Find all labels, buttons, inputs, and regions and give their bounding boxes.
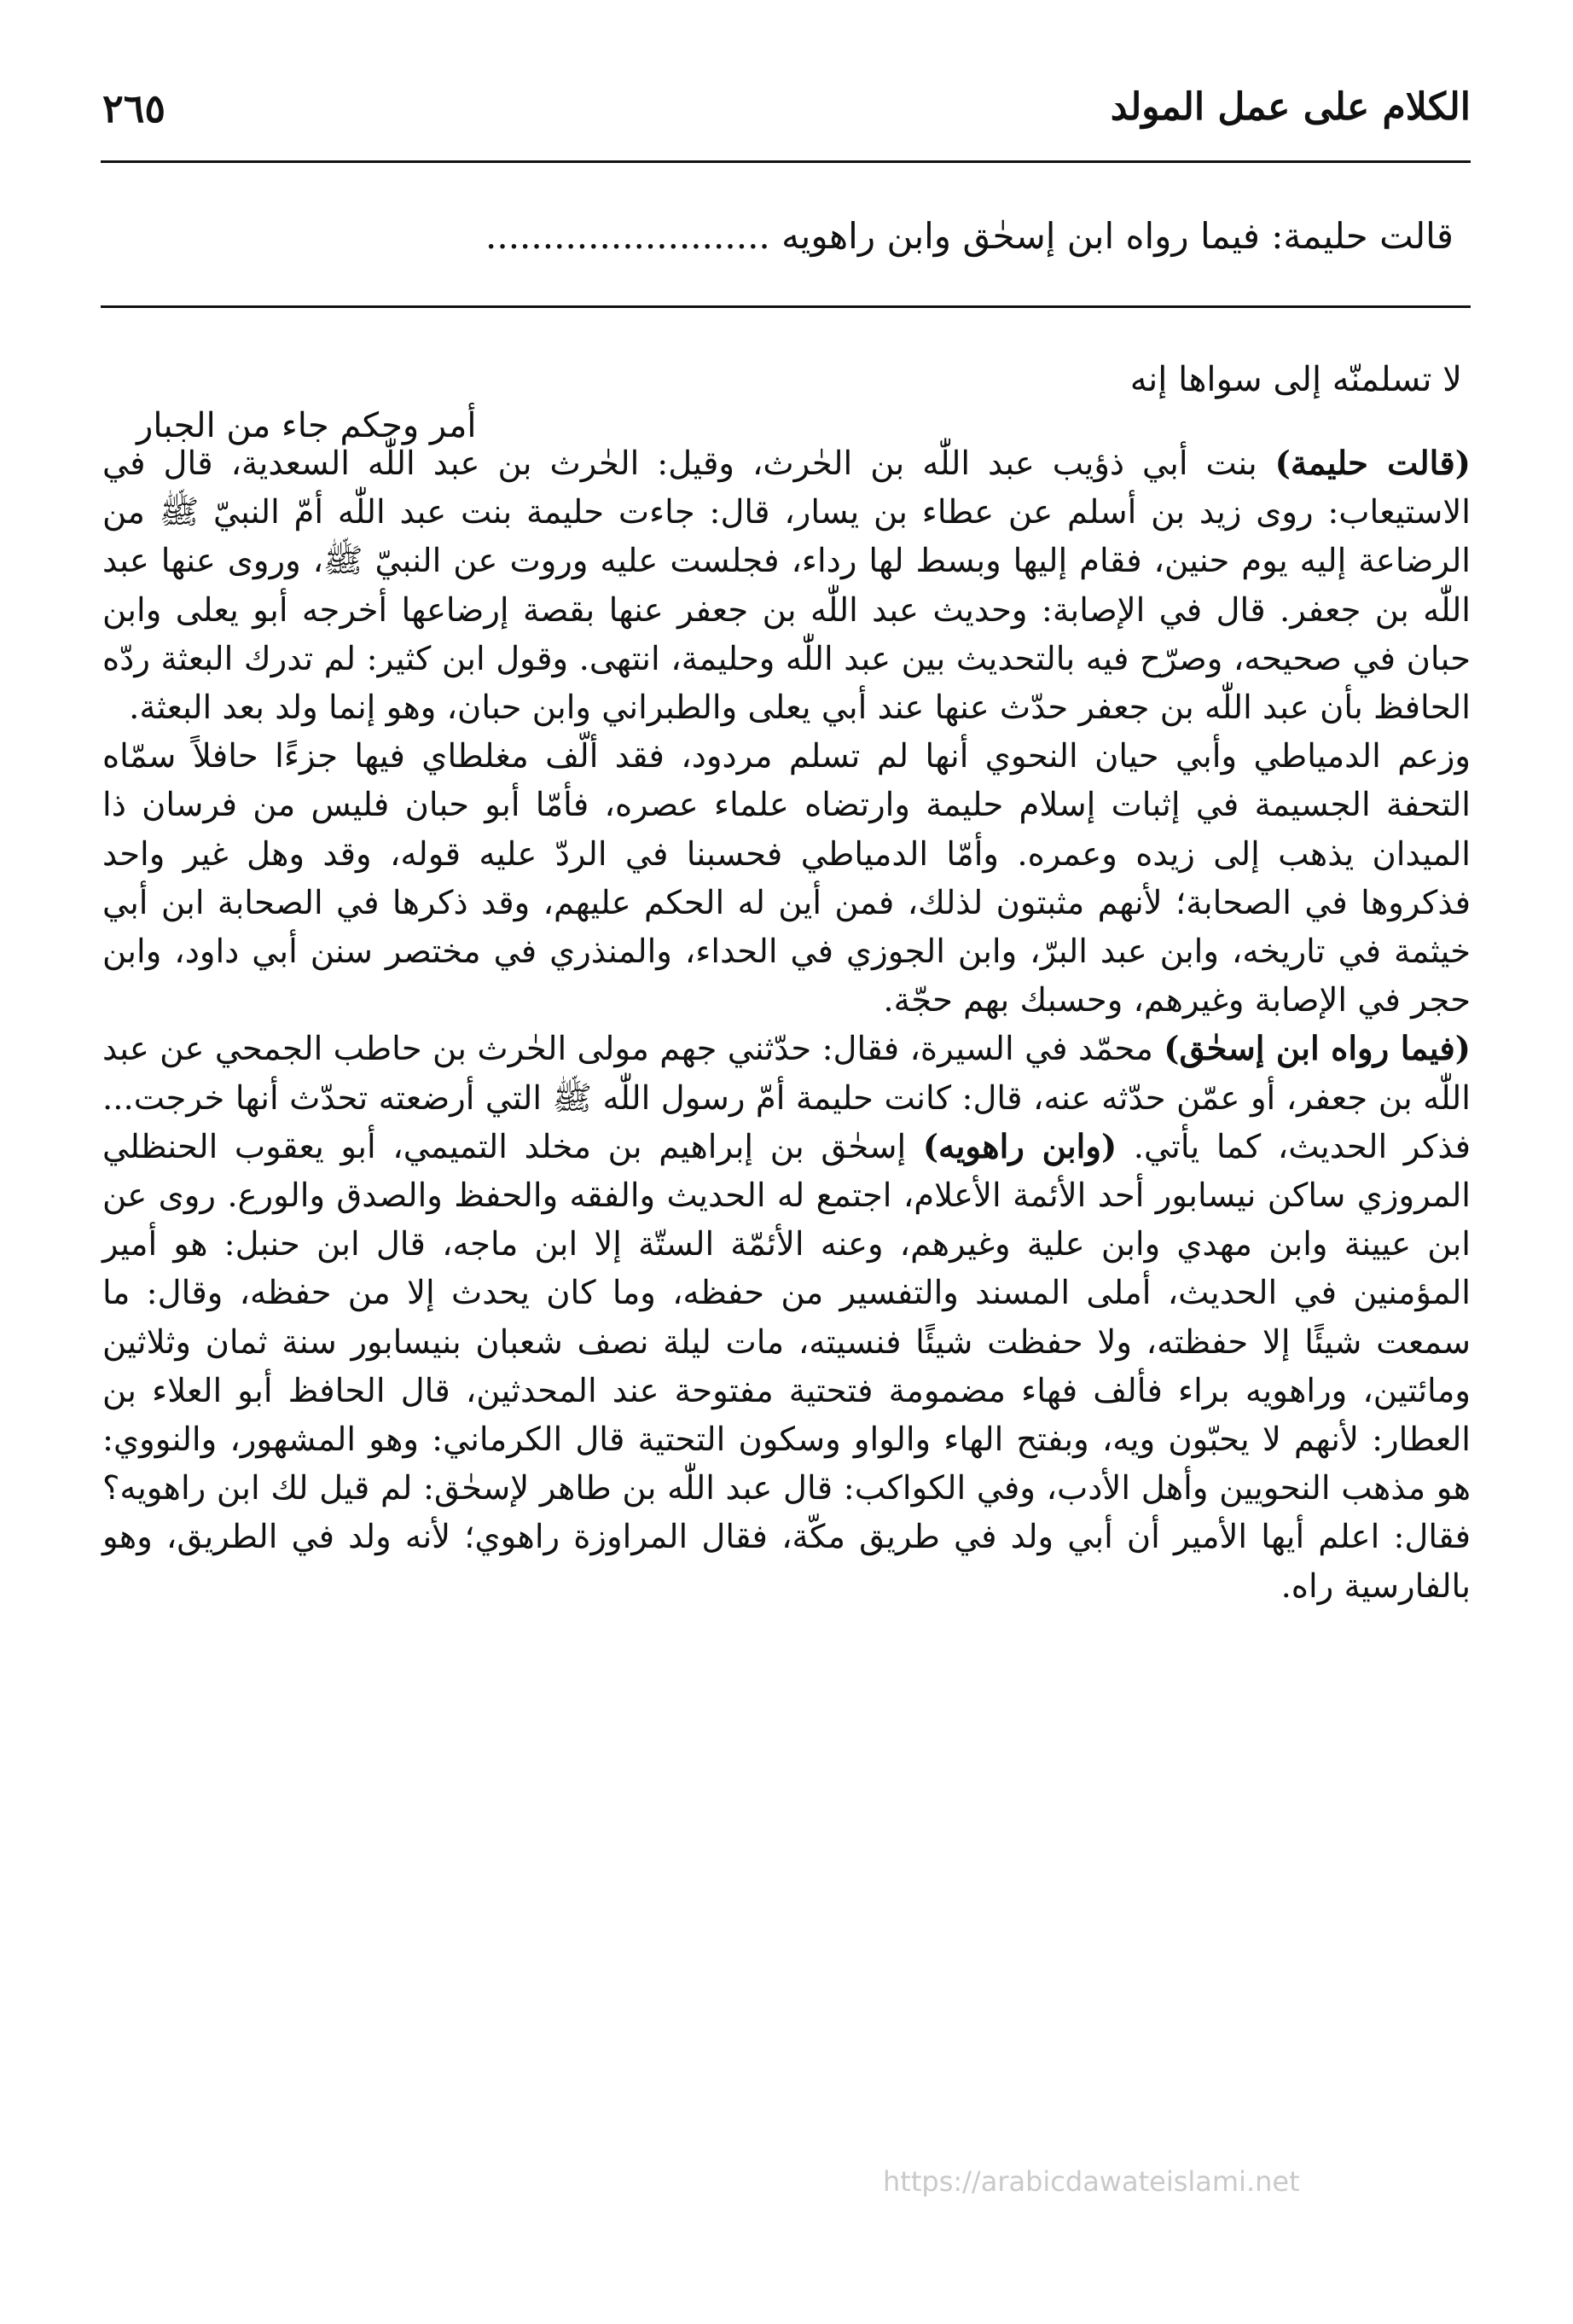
header-rule <box>101 160 1471 163</box>
paragraph-text: إسحٰق بن إبراهيم بن مخلد التميمي، أبو يعقوب الحنظلي المروزي ساكن نيسابور أحد الأئمة الأعلام، اجتمع له الحديث والفقه والحفظ والصدق والورع. روى عن ابن عيينة وابن مهدي وابن علية وغيرهم، وعنه الأئمّة الستّة إلا ابن ماجه، قال ابن حنبل: هو أمير المؤمنين في الحديث، أملى المسند والتفسير من حفظه، وما كان يحدث إلا من حفظه، وقال: ما سمعت شيئًا إلا حفظته، ولا حفظت شيئًا فنسيته، مات ليلة نصف شعبان بنيسابور سنة ثمان وثلاثين ومائتين، وراهويه براء فألف فهاء مضمومة فتحتية مفتوحة عند المحدثين، قال الحافظ أبو العلاء بن العطار: لأنهم لا يحبّون ويه، وبفتح الهاء والواو وسكون التحتية قال الكرماني: وهو المشهور، والنووي: هو مذهب النحويين وأهل الأدب، وفي الكواكب: قال عبد اللّٰه بن طاهر لإسحٰق: لم قيل لك ابن راهويه؟ فقال: اعلم أيها الأمير أن أبي ولد في طريق مكّة، فقال المراوزة راهوي؛ لأنه ولد في الطريق، وهو بالفارسية راه. <box>102 1127 1471 1606</box>
paragraph-text: بنت أبي ذؤيب عبد اللّٰه بن الحٰرث، وقيل: الحٰرث بن عبد اللّٰه السعدية، قال في الاستيعاب: روى زيد بن أسلم عن عطاء بن يسار، قال: جاءت حليمة بنت عبد اللّٰه أمّ النبيّ ﷺ من الرضاعة إليه يوم حنين، فقام إليها وبسط لها رداء، فجلست عليه وروت عن النبيّ ﷺ، وروى عنها عبد اللّٰه بن جعفر. قال في الإصابة: وحديث عبد اللّٰه بن جعفر عنها بقصة إرضاعها أخرجه أبو يعلى وابن حبان في صحيحه، وصرّح فيه بالتحديث بين عبد اللّٰه وحليمة، انتهى. وقول ابن كثير: لم تدرك البعثة ردّه الحافظ بأن عبد اللّٰه بن جعفر حدّث عنها عند أبي يعلى والطبراني وابن حبان، وهو إنما ولد بعد البعثة. <box>102 444 1471 728</box>
lemma-heading: (وابن راهويه) <box>922 1127 1117 1166</box>
watermark-url: https://arabicdawateislami.net <box>883 2165 1300 2198</box>
subheading-dots: ......................... <box>485 215 770 257</box>
paragraph <box>102 439 1471 732</box>
lemma-heading: (قالت حليمة) <box>1274 444 1471 483</box>
section-subheading <box>119 215 1454 257</box>
commentary-body <box>102 439 1471 1611</box>
paragraph-text: وزعم الدمياطي وأبي حيان النحوي أنها لم تسلم مردود، فقد ألّف مغلطاي فيها جزءًا حافلاً سمّاه التحفة الجسيمة في إثبات إسلام حليمة وارتضاه علماء عصره، فأمّا أبو حبان فليس من فرسان ذا الميدان يذهب إلى زيده وعمره. وأمّا الدمياطي فحسبنا في الردّ عليه قوله، وقد وهل غير واحد فذكروها في الصحابة؛ لأنهم مثبتون لذلك، فمن أين له الحكم عليهم، وقد ذكرها في الصحابة ابن أبي خيثمة في تاريخه، وابن عبد البرّ، وابن الجوزي في الحداء، والمنذري في مختصر سنن أبي داود، وابن حجر في الإصابة وغيرهم، وحسبك بهم حجّة. <box>102 737 1471 1020</box>
poem-verse <box>136 360 1462 445</box>
subheading-text: قالت حليمة: فيما رواه ابن إسحٰق وابن راهويه <box>781 215 1454 257</box>
running-title: الكلام على عمل المولد <box>1110 85 1471 129</box>
page-header <box>102 85 1471 154</box>
paragraph <box>102 1025 1471 1610</box>
subheading-rule <box>101 305 1471 308</box>
verse-second-hemistich: أمر وحكم جاء من الجبار <box>136 406 477 445</box>
paragraph-text: محمّد في السيرة، فقال: حدّثني جهم مولى الحٰرث بن حاطب الجمحي عن عبد اللّٰه بن جعفر، أو عمّن حدّثه عنه، قال: كانت حليمة أمّ رسول اللّٰه ﷺ التي أرضعته تحدّث أنها خرجت... فذكر الحديث، كما يأتي. <box>102 1030 1471 1166</box>
paragraph <box>102 732 1471 1025</box>
lemma-heading: (فيما رواه ابن إسحٰق) <box>1164 1030 1471 1069</box>
verse-first-hemistich: لا تسلمنّه إلى سواها إنه <box>1129 360 1462 399</box>
page-number: ٢٦٥ <box>102 85 166 131</box>
